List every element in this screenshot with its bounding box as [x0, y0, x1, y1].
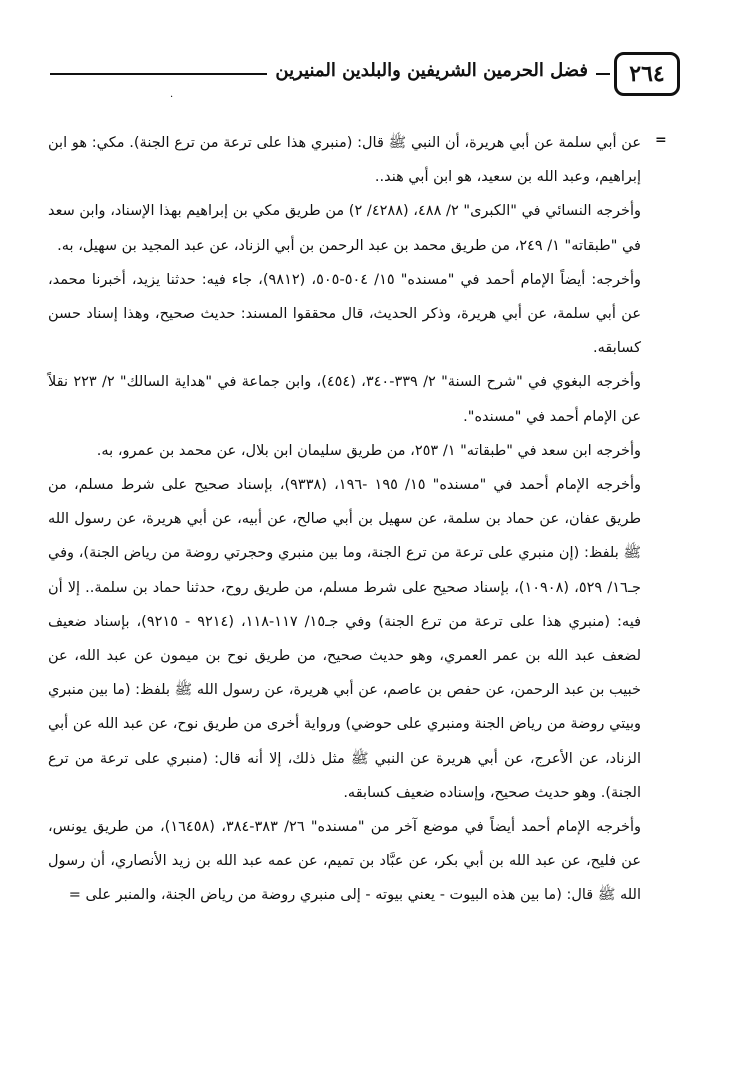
- footnote-body: [48, 126, 641, 913]
- page-header: [50, 52, 680, 103]
- paragraph: وأخرجه النسائي في "الكبرى" ٢/ ٤٨٨، (٤٢٨٨/ ٢) من طريق مكي بن إبراهيم بهذا الإسناد، وابن سعد في "طبقاته" ١/ ٢٤٩، من طريق محمد بن عبد الرحمن بن أبي الزناد، عن عبد المجيد بن سهيل، به.: [48, 203, 641, 254]
- continuation-mark: =: [655, 132, 667, 148]
- page-number: ٢٦٤: [614, 52, 680, 96]
- paragraph: وأخرجه الإمام أحمد في "مسنده" ١٥/ ١٩٥ -١٩٦، (٩٣٣٨)، بإسناد صحيح على شرط مسلم، من طريق عفان، عن حماد بن سلمة، عن سهيل بن أبي صالح، عن أبيه، عن أبي هريرة، عن رسول الله ﷺ بلفظ: (إن منبري على ترعة من ترع الجنة، وما بين منبري وحجرتي روضة من رياض الجنة)، وفي جـ١٦/ ٥٢٩، (١٠٩٠٨)، بإسناد صحيح على شرط مسلم، من طريق روح، حدثنا حماد بن سلمة.. إلا أن فيه: (منبري هذا على ترعة من ترع الجنة) وفي جـ١٥/ ١١٧-١١٨، (٩٢١٤ - ٩٢١٥)، بإسناد ضعيف لضعف عبد الله بن عمر العمري، وهو حديث صحيح، من طريق نوح بن ميمون عن عبد الله، عن خبيب بن عبد الرحمن، عن حفص بن عاصم، عن أبي هريرة، عن رسول الله ﷺ بلفظ: (ما بين منبري وبيتي روضة من رياض الجنة ومنبري على حوضي) ورواية أخرى من طريق نوح، عن عبد الله عن أبي الزناد، عن الأعرج، عن أبي هريرة عن النبي ﷺ مثل ذلك، إلا أنه قال: (منبري على ترعة من ترع الجنة). وهو حديث صحيح، وإسناده ضعيف كسابقه.: [48, 477, 642, 801]
- paragraph: وأخرجه: أيضاً الإمام أحمد في "مسنده" ١٥/ ٥٠٤-٥٠٥، (٩٨١٢)، جاء فيه: حدثنا يزيد، أخبرنا محمد، عن أبي سلمة، عن أبي هريرة، وذكر الحديث، قال محققوا المسند: حديث صحيح، وهذا إسناد حسن كسابقه.: [48, 271, 641, 357]
- decorative-dot: ·: [170, 92, 174, 103]
- running-title-text: فضل الحرمين الشريفين والبلدين المنيرين: [267, 60, 596, 81]
- paragraph: وأخرجه الإمام أحمد أيضاً في موضع آخر من "مسنده" ٢٦/ ٣٨٣-٣٨٤، (١٦٤٥٨)، من طريق يونس، عن فليح، عن عبد الله بن أبي بكر، عن عبَّاد بن تميم، عن عمه عبد الله بن زيد الأنصاري، أن رسول الله ﷺ قال: (ما بين هذه البيوت - يعني بيوته - إلى منبري روضة من رياض الجنة، والمنبر على =: [48, 819, 641, 904]
- paragraph: عن أبي سلمة عن أبي هريرة، أن النبي ﷺ قال: (منبري هذا على ترعة من ترع الجنة). مكي: هو ابن إبراهيم، وعبد الله بن سعيد، هو ابن أبي هند..: [48, 135, 641, 186]
- paragraph: وأخرجه البغوي في "شرح السنة" ٢/ ٣٣٩-٣٤٠، (٤٥٤)، وابن جماعة في "هداية السالك" ٢/ ٢٢٣ نقلاً عن الإمام أحمد في "مسنده".: [48, 374, 641, 425]
- running-title: [267, 60, 596, 81]
- paragraph: وأخرجه ابن سعد في "طبقاته" ١/ ٢٥٣، من طريق سليمان ابن بلال، عن محمد بن عمرو، به.: [96, 442, 641, 459]
